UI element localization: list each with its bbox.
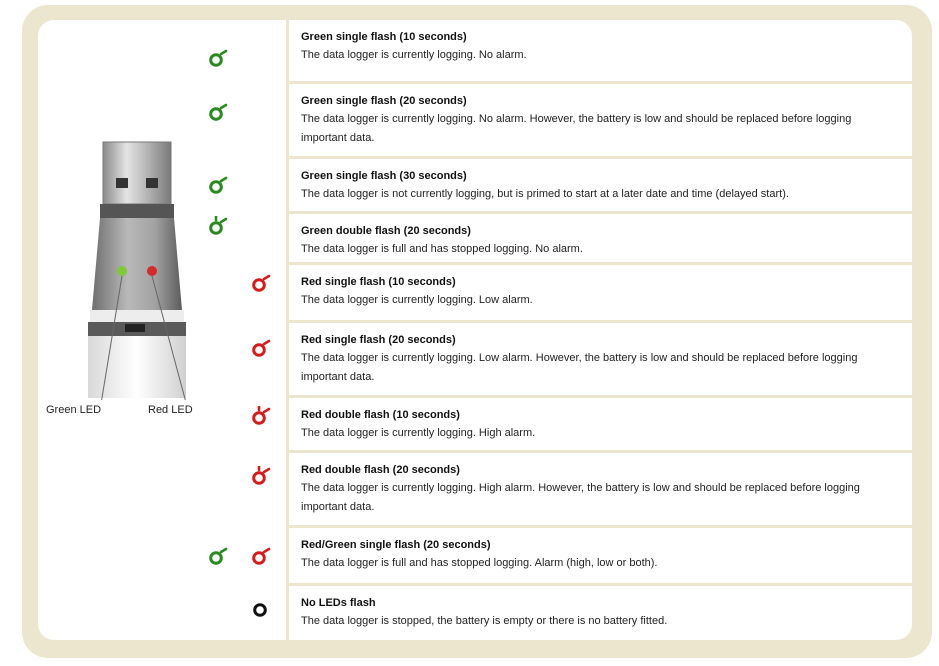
status-row — [38, 586, 912, 640]
green-double-flash-icon — [208, 216, 228, 236]
status-title: Green double flash (20 seconds) — [301, 225, 471, 237]
red-led-label: Red LED — [148, 404, 193, 416]
red-single-flash-icon — [251, 273, 271, 293]
status-row-text — [301, 537, 894, 573]
status-description: The data logger is currently logging. Low alarm. — [301, 294, 533, 306]
green-single-flash-icon — [208, 546, 228, 566]
red-single-flash-icon — [251, 546, 271, 566]
status-row — [38, 528, 912, 586]
status-row-text — [301, 332, 894, 387]
led-off-icon — [252, 598, 272, 618]
status-description: The data logger is full and has stopped logging. Alarm (high, low or both). — [301, 557, 658, 569]
status-row-text — [301, 407, 894, 443]
green-single-flash-icon — [208, 175, 228, 195]
status-description: The data logger is currently logging. Low alarm. However, the battery is low and should be replaced before logging important data. — [301, 352, 858, 383]
status-title: Green single flash (10 seconds) — [301, 31, 467, 43]
status-description: The data logger is stopped, the battery is empty or there is no battery fitted. — [301, 615, 668, 627]
status-row-text — [301, 29, 894, 65]
status-row — [38, 453, 912, 528]
status-row — [38, 323, 912, 398]
status-description: The data logger is currently logging. High alarm. — [301, 427, 536, 439]
status-description: The data logger is currently logging. High alarm. However, the battery is low and should be replaced before logging important data. — [301, 482, 860, 513]
status-description: The data logger is currently logging. No alarm. — [301, 49, 527, 61]
status-row — [38, 159, 912, 214]
status-row-text — [301, 274, 894, 310]
status-description: The data logger is currently logging. No alarm. However, the battery is low and should be replaced before logging important data. — [301, 113, 852, 144]
status-row-text — [301, 595, 894, 631]
red-double-flash-icon — [251, 466, 271, 486]
status-row — [38, 20, 912, 84]
green-single-flash-icon — [208, 102, 228, 122]
status-row-text — [301, 462, 894, 517]
status-title: Red double flash (20 seconds) — [301, 464, 460, 476]
status-title: Green single flash (20 seconds) — [301, 95, 467, 107]
status-title: Green single flash (30 seconds) — [301, 170, 467, 182]
status-row — [38, 214, 912, 265]
status-row-text — [301, 223, 894, 259]
status-title: Red double flash (10 seconds) — [301, 409, 460, 421]
legend-panel — [38, 20, 912, 640]
red-single-flash-icon — [251, 338, 271, 358]
red-double-flash-icon — [251, 406, 271, 426]
status-title: Red single flash (10 seconds) — [301, 276, 456, 288]
status-row — [38, 84, 912, 159]
status-row — [38, 398, 912, 453]
status-row-text — [301, 168, 894, 204]
green-led-label: Green LED — [46, 404, 102, 416]
status-title: Red/Green single flash (20 seconds) — [301, 539, 491, 551]
status-row — [38, 265, 912, 323]
status-row-text — [301, 93, 894, 148]
status-title: No LEDs flash — [301, 597, 376, 609]
status-description: The data logger is not currently logging, but is primed to start at a later date and time (delayed start). — [301, 188, 789, 200]
status-description: The data logger is full and has stopped logging. No alarm. — [301, 243, 583, 255]
green-single-flash-icon — [208, 48, 228, 68]
status-title: Red single flash (20 seconds) — [301, 334, 456, 346]
